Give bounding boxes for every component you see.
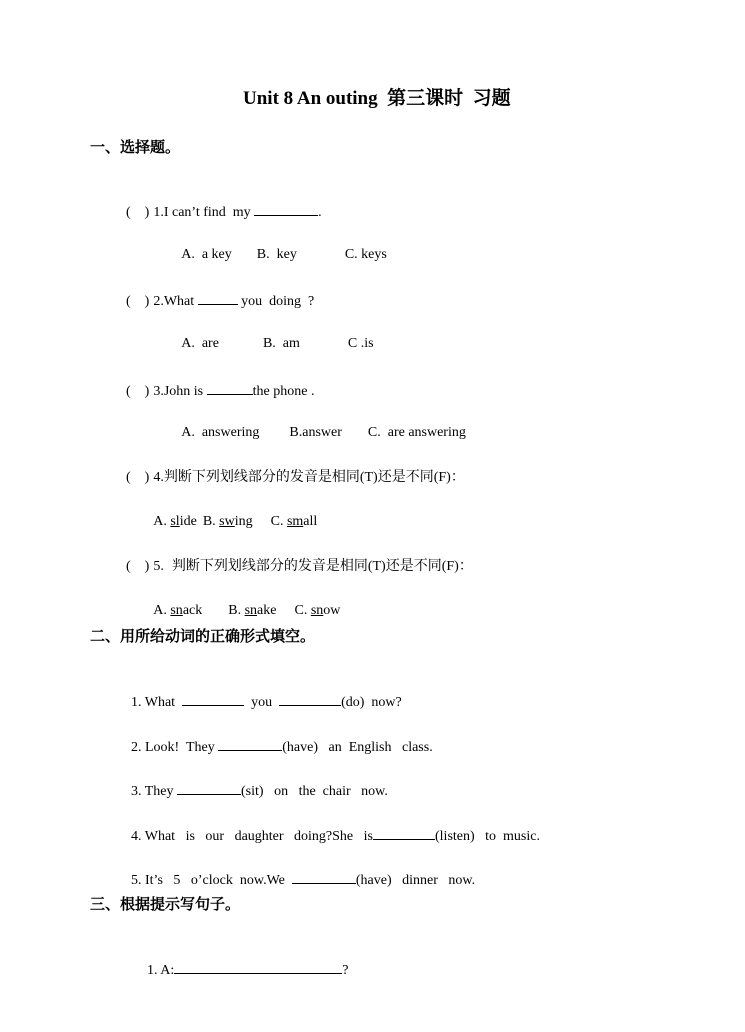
- question-number: 1.: [153, 205, 164, 220]
- options-2: [175, 317, 374, 353]
- answer-blank[interactable]: [279, 691, 341, 706]
- question-number: 3.: [153, 384, 164, 399]
- question-3: ( ) 3.John is the phone .: [119, 362, 314, 401]
- item-number: 3.: [131, 784, 142, 799]
- option-b: B. snake: [228, 603, 277, 618]
- item-number: 1.: [131, 695, 142, 710]
- item-number: 2.: [131, 740, 142, 755]
- section-heading-2: 二、用所给动词的正确形式填空。: [90, 629, 316, 645]
- options-5: [147, 584, 340, 620]
- question-1: ( ) 1.I can’t find my .: [119, 183, 322, 222]
- option-c: C. small: [270, 514, 318, 529]
- fill-item-3: 3. They (sit) on the chair now.: [124, 762, 388, 801]
- answer-blank[interactable]: [292, 869, 356, 884]
- fill-item-2: 2. Look! They (have) an English class.: [124, 718, 433, 757]
- question-number: 2.: [153, 294, 164, 309]
- option-a: A. answering: [181, 425, 260, 440]
- answer-paren[interactable]: ( ): [126, 470, 150, 485]
- options-1: [175, 228, 387, 264]
- option-b: B. am: [262, 336, 300, 351]
- answer-blank[interactable]: [198, 290, 238, 305]
- question-4: [119, 451, 465, 487]
- fill-item-1: 1. What you (do) now?: [124, 673, 402, 712]
- section-heading-3: 三、根据提示写句子。: [90, 897, 241, 913]
- option-b: B. key: [256, 247, 297, 262]
- answer-blank[interactable]: [177, 780, 241, 795]
- question-2: ( ) 2.What you doing ?: [119, 272, 314, 311]
- question-text: I can’t find my: [163, 205, 255, 220]
- option-a: A. snack: [153, 603, 203, 618]
- answer-paren[interactable]: ( ): [126, 559, 150, 574]
- item-number: 1.: [147, 963, 158, 978]
- option-a: A. a key: [181, 247, 232, 262]
- write-item-1: 1. A: ?: [140, 941, 348, 980]
- option-b: B. swing: [202, 514, 253, 529]
- answer-paren[interactable]: ( ): [126, 205, 150, 220]
- options-4: [147, 495, 317, 531]
- question-text: What: [163, 294, 198, 309]
- section-heading-1: 一、选择题。: [90, 140, 181, 156]
- fill-item-4: 4. What is our daughter doing?She is (listen) to music.: [124, 807, 540, 846]
- question-number: 5.: [153, 559, 164, 574]
- item-number: 5.: [131, 873, 142, 888]
- answer-blank[interactable]: [254, 201, 318, 216]
- answer-blank[interactable]: [182, 691, 244, 706]
- option-b: B.answer: [289, 425, 342, 440]
- option-a: A. are: [181, 336, 219, 351]
- answer-blank[interactable]: [373, 825, 435, 840]
- option-c: C. snow: [294, 603, 341, 618]
- options-3: [175, 406, 466, 442]
- answer-paren[interactable]: ( ): [126, 294, 150, 309]
- item-number: 4.: [131, 829, 142, 844]
- answer-paren[interactable]: ( ): [126, 384, 150, 399]
- answer-blank[interactable]: [174, 959, 342, 974]
- question-number: 4.: [153, 470, 164, 485]
- question-text: 判断下列划线部分的发音是相同(T)还是不同(F)：: [163, 470, 465, 485]
- option-a: A. slide: [153, 514, 197, 529]
- page-title: Unit 8 An outing 第三课时 习题: [243, 88, 511, 109]
- option-c: C. keys: [344, 247, 387, 262]
- option-c: C. are answering: [367, 425, 466, 440]
- fill-item-5: 5. It’s 5 o’clock now.We (have) dinner now.: [124, 851, 475, 890]
- option-c: C .is: [347, 336, 374, 351]
- question-5: [119, 540, 473, 576]
- question-text: 判断下列划线部分的发音是相同(T)还是不同(F)：: [171, 559, 473, 574]
- answer-blank[interactable]: [207, 380, 253, 395]
- question-text: John is: [163, 384, 207, 399]
- answer-blank[interactable]: [218, 736, 282, 751]
